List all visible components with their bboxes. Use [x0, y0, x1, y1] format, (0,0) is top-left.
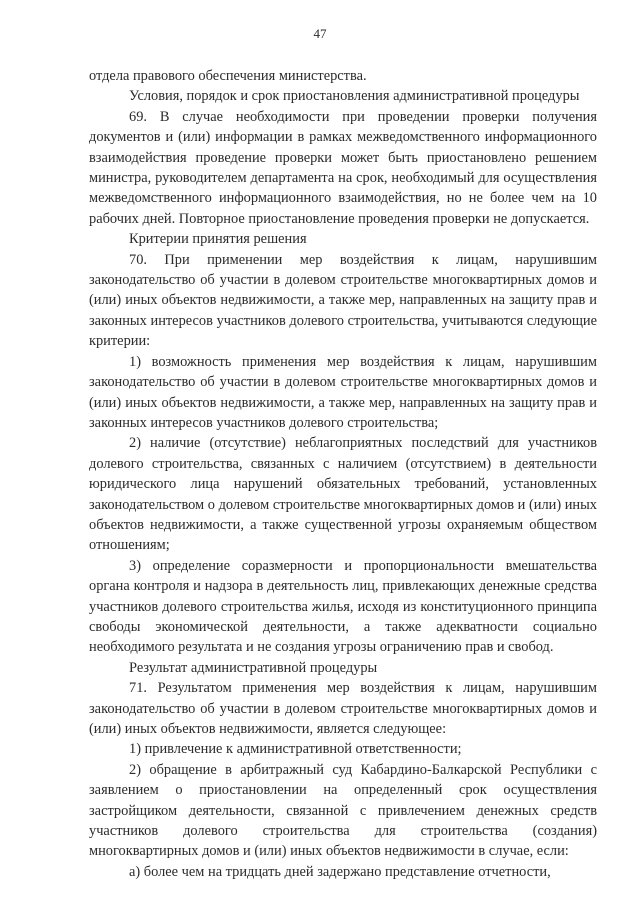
list-item-70-1: 1) возможность применения мер воздействия к лицам, нарушившим законодательство об участии в долевом строительстве многоквартирных домов и (или) иных объектов недвижимости, а также мер, направленных на защиту прав и законных интересов участников долевого строительства;	[89, 353, 597, 431]
list-item-71-2-a: а) более чем на тридцать дней задержано представление отчетности,	[129, 863, 551, 880]
paragraph-71: 71. Результатом применения мер воздействия к лицам, нарушившим законодательство об участии в долевом строительстве многоквартирных домов и (или) иных объектов недвижимости, является следующее:	[89, 680, 597, 737]
paragraph-continuation: отдела правового обеспечения министерства.	[89, 68, 367, 84]
paragraph-69: 69. В случае необходимости при проведении проверки получения документов и (или) информации в рамках межведомственного информационного взаимодействия проведение проверки может быть приостановлено решением министра, руководителем департамента на срок, необходимый для осуществления межведомственного информационного взаимодействия, но не более чем на 10 рабочих дней. Повторное приостановление проведения проверки не допускается.	[89, 108, 597, 227]
list-item-71-2: 2) обращение в арбитражный суд Кабардино-Балкарской Республики с заявлением о приостановлении на определенный срок осуществления застройщиком деятельности, связанной с привлечением денежных средств участников долевого строительства для строительства (создания) многоквартирных домов и (или) иных объектов недвижимости в случае, если:	[89, 761, 597, 860]
section-heading-criteria: Критерии принятия решения	[129, 231, 307, 248]
page-number: 47	[313, 26, 327, 41]
section-heading-result: Результат административной процедуры	[129, 659, 378, 676]
list-item-71-1: 1) привлечение к административной ответственности;	[129, 741, 462, 758]
document-body	[89, 66, 597, 882]
list-item-70-2: 2) наличие (отсутствие) неблагоприятных последствий для участников долевого строительства, связанных с наличием (отсутствием) в деятельности юридического лица нарушений обязательных требований, установленных законодательством о долевом строительстве многоквартирных домов и (или) иных объектов недвижимости, а также существенной угрозы охраняемым обществом отношениям;	[89, 435, 597, 554]
paragraph-70: 70. При применении мер воздействия к лицам, нарушившим законодательство об участии в долевом строительстве многоквартирных домов и (или) иных объектов недвижимости, а также мер, направленных на защиту прав и законных интересов участников долевого строительства, учитываются следующие критерии:	[89, 251, 597, 350]
list-item-70-3: 3) определение соразмерности и пропорциональности вмешательства органа контроля и надзора в деятельность лиц, привлекающих денежные средства участников долевого строительства жилья, исходя из конституционного принципа свободы экономической деятельности, а также адекватности социально необходимого результата и не создания угрозы ограничению прав и свобод.	[89, 557, 597, 656]
section-heading-suspension: Условия, порядок и срок приостановления административной процедуры	[129, 88, 580, 105]
